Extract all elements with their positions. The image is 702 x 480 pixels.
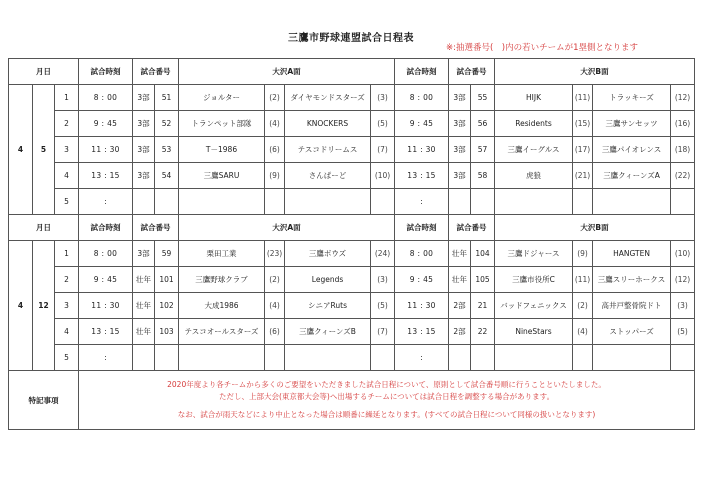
venue-b-team-2: ストッパーズ <box>593 319 671 345</box>
venue-b-seed-2: (16) <box>671 111 695 137</box>
venue-b-team-2: 三鷹クィーンズA <box>593 163 671 189</box>
venue-a-seed-2: (10) <box>371 163 395 189</box>
venue-b-game-no <box>471 189 495 215</box>
venue-a-league <box>133 345 155 371</box>
venue-a-team-1: トランペット部隊 <box>179 111 265 137</box>
venue-a-league: 3部 <box>133 241 155 267</box>
venue-b-seed-2: (22) <box>671 163 695 189</box>
venue-b-seed-2: (5) <box>671 319 695 345</box>
venue-a-game-no: 101 <box>155 267 179 293</box>
venue-a-seed-2: (7) <box>371 319 395 345</box>
venue-b-seed-1: (11) <box>573 267 593 293</box>
venue-a-time: 9 : 45 <box>79 267 133 293</box>
day-cell: 12 <box>33 241 55 371</box>
venue-a-seed-2: (5) <box>371 111 395 137</box>
venue-b-game-no: 56 <box>471 111 495 137</box>
header-venue-a: 大沢A面 <box>179 59 395 85</box>
venue-b-league: 3部 <box>449 111 471 137</box>
venue-b-team-1 <box>495 345 573 371</box>
table-row <box>9 345 695 371</box>
venue-b-seed-1: (15) <box>573 111 593 137</box>
venue-a-team-2: シニアRuts <box>285 293 371 319</box>
venue-b-league <box>449 345 471 371</box>
header-venue-a: 大沢A面 <box>179 215 395 241</box>
venue-a-team-2: 三鷹ボウズ <box>285 241 371 267</box>
table-row <box>9 137 695 163</box>
venue-a-league <box>133 189 155 215</box>
venue-a-game-no: 54 <box>155 163 179 189</box>
venue-a-team-2: さんぱーど <box>285 163 371 189</box>
venue-b-league: 3部 <box>449 85 471 111</box>
venue-a-seed-1: (9) <box>265 163 285 189</box>
venue-a-team-1: 三鷹野球クラブ <box>179 267 265 293</box>
venue-b-time: 8 : 00 <box>395 241 449 267</box>
venue-a-game-no <box>155 345 179 371</box>
header-game-no-a: 試合番号 <box>133 59 179 85</box>
slot-number: 3 <box>55 293 79 319</box>
venue-b-team-2 <box>593 189 671 215</box>
venue-b-team-2: 三鷹サンセッツ <box>593 111 671 137</box>
venue-b-seed-2: (12) <box>671 85 695 111</box>
venue-b-time: 13 : 15 <box>395 319 449 345</box>
venue-a-seed-1: (4) <box>265 293 285 319</box>
venue-b-team-1: Residents <box>495 111 573 137</box>
venue-a-seed-2 <box>371 345 395 371</box>
venue-b-seed-2: (18) <box>671 137 695 163</box>
venue-a-team-2: 三鷹クィーンズB <box>285 319 371 345</box>
venue-a-game-no: 103 <box>155 319 179 345</box>
venue-a-seed-1: (4) <box>265 111 285 137</box>
slot-number: 1 <box>55 85 79 111</box>
venue-a-time: 8 : 00 <box>79 241 133 267</box>
table-row <box>9 85 695 111</box>
venue-a-league: 壮年 <box>133 293 155 319</box>
venue-a-team-2: ダイヤモンドスターズ <box>285 85 371 111</box>
venue-b-time: 11 : 30 <box>395 137 449 163</box>
venue-b-team-1: 三鷹イーグルス <box>495 137 573 163</box>
venue-b-time: 8 : 00 <box>395 85 449 111</box>
venue-a-time: 13 : 15 <box>79 163 133 189</box>
venue-b-team-2 <box>593 345 671 371</box>
venue-a-team-1 <box>179 345 265 371</box>
venue-b-time: 9 : 45 <box>395 111 449 137</box>
venue-a-seed-1 <box>265 345 285 371</box>
venue-a-seed-2: (3) <box>371 267 395 293</box>
venue-b-game-no: 55 <box>471 85 495 111</box>
venue-a-team-2: Legends <box>285 267 371 293</box>
venue-b-time: : <box>395 345 449 371</box>
venue-a-seed-1: (2) <box>265 85 285 111</box>
venue-a-seed-1 <box>265 189 285 215</box>
venue-b-league: 壮年 <box>449 241 471 267</box>
venue-a-seed-2 <box>371 189 395 215</box>
venue-b-team-1: HIJK <box>495 85 573 111</box>
remark-line: なお、試合が雨天などにより中止となった場合は順番に繰延となります。(すべての試合日程について同様の扱いとなります) <box>177 410 596 419</box>
header-game-no-b: 試合番号 <box>449 59 495 85</box>
venue-b-game-no: 105 <box>471 267 495 293</box>
document-title: 三鷹市野球連盟試合日程表 <box>288 33 414 44</box>
venue-a-seed-2: (7) <box>371 137 395 163</box>
venue-a-team-2: KNOCKERS <box>285 111 371 137</box>
venue-b-league: 2部 <box>449 319 471 345</box>
venue-b-time: 9 : 45 <box>395 267 449 293</box>
table-row <box>9 319 695 345</box>
venue-a-time: 11 : 30 <box>79 137 133 163</box>
table-row <box>9 293 695 319</box>
venue-a-seed-2: (5) <box>371 293 395 319</box>
venue-b-game-no: 104 <box>471 241 495 267</box>
venue-b-seed-1 <box>573 345 593 371</box>
venue-b-game-no: 22 <box>471 319 495 345</box>
header-time-a: 試合時刻 <box>79 215 133 241</box>
slot-number: 1 <box>55 241 79 267</box>
venue-a-league: 3部 <box>133 163 155 189</box>
table-row <box>9 267 695 293</box>
venue-b-seed-1: (21) <box>573 163 593 189</box>
venue-b-team-1: 三鷹ドジャース <box>495 241 573 267</box>
venue-b-team-2: 高井戸整骨院ドト <box>593 293 671 319</box>
venue-b-seed-1: (2) <box>573 293 593 319</box>
venue-b-league: 3部 <box>449 163 471 189</box>
venue-a-league: 3部 <box>133 137 155 163</box>
venue-b-time: 13 : 15 <box>395 163 449 189</box>
venue-b-team-2: HANGTEN <box>593 241 671 267</box>
header-date: 月日 <box>9 59 79 85</box>
venue-b-team-1: 三鷹市役所C <box>495 267 573 293</box>
venue-b-team-2: トラッキーズ <box>593 85 671 111</box>
slot-number: 5 <box>55 189 79 215</box>
header-time-b: 試合時刻 <box>395 215 449 241</box>
venue-a-game-no: 59 <box>155 241 179 267</box>
venue-b-time: 11 : 30 <box>395 293 449 319</box>
slot-number: 4 <box>55 319 79 345</box>
month-cell: 4 <box>9 241 33 371</box>
draw-number-note: ※:抽選番号( )内の若いチームが1塁側となります <box>446 43 639 53</box>
venue-a-team-2 <box>285 189 371 215</box>
venue-a-league: 3部 <box>133 85 155 111</box>
venue-b-seed-1 <box>573 189 593 215</box>
venue-b-game-no: 57 <box>471 137 495 163</box>
remarks-label: 特記事項 <box>9 371 79 430</box>
venue-b-game-no: 58 <box>471 163 495 189</box>
header-time-b: 試合時刻 <box>395 59 449 85</box>
venue-b-team-1 <box>495 189 573 215</box>
venue-b-seed-2 <box>671 189 695 215</box>
venue-b-seed-1: (11) <box>573 85 593 111</box>
venue-b-seed-1: (9) <box>573 241 593 267</box>
venue-b-league <box>449 189 471 215</box>
venue-b-team-1: バッドフェニックス <box>495 293 573 319</box>
venue-b-team-1: NineStars <box>495 319 573 345</box>
venue-a-time: 8 : 00 <box>79 85 133 111</box>
venue-a-game-no: 52 <box>155 111 179 137</box>
header-venue-b: 大沢B面 <box>495 59 695 85</box>
day-cell: 5 <box>33 85 55 215</box>
slot-number: 5 <box>55 345 79 371</box>
table-row <box>9 189 695 215</box>
venue-b-seed-2 <box>671 345 695 371</box>
venue-a-team-2: テスコドリームス <box>285 137 371 163</box>
venue-a-league: 壮年 <box>133 267 155 293</box>
header-game-no-b: 試合番号 <box>449 215 495 241</box>
header-row <box>9 215 695 241</box>
venue-b-league: 3部 <box>449 137 471 163</box>
venue-a-game-no: 51 <box>155 85 179 111</box>
venue-a-seed-1: (23) <box>265 241 285 267</box>
slot-number: 3 <box>55 137 79 163</box>
header-row <box>9 59 695 85</box>
month-cell: 4 <box>9 85 33 215</box>
remarks-text <box>79 371 695 430</box>
venue-a-league: 3部 <box>133 111 155 137</box>
venue-a-team-1: 三鷹SARU <box>179 163 265 189</box>
venue-b-team-1: 虎狼 <box>495 163 573 189</box>
venue-a-game-no <box>155 189 179 215</box>
venue-a-team-1: 大成1986 <box>179 293 265 319</box>
header-game-no-a: 試合番号 <box>133 215 179 241</box>
slot-number: 4 <box>55 163 79 189</box>
table-row <box>9 241 695 267</box>
venue-a-seed-1: (6) <box>265 137 285 163</box>
venue-b-league: 壮年 <box>449 267 471 293</box>
venue-a-team-1 <box>179 189 265 215</box>
venue-a-team-1: T－1986 <box>179 137 265 163</box>
venue-b-team-2: 三鷹パイオレンス <box>593 137 671 163</box>
venue-b-seed-1: (17) <box>573 137 593 163</box>
venue-a-game-no: 53 <box>155 137 179 163</box>
venue-b-seed-1: (4) <box>573 319 593 345</box>
venue-a-league: 壮年 <box>133 319 155 345</box>
venue-b-game-no <box>471 345 495 371</box>
venue-a-seed-1: (6) <box>265 319 285 345</box>
venue-a-team-2 <box>285 345 371 371</box>
table-row <box>9 111 695 137</box>
slot-number: 2 <box>55 267 79 293</box>
venue-b-seed-2: (12) <box>671 267 695 293</box>
venue-b-seed-2: (10) <box>671 241 695 267</box>
venue-b-team-2: 三鷹スリーホークス <box>593 267 671 293</box>
venue-a-seed-2: (24) <box>371 241 395 267</box>
venue-a-game-no: 102 <box>155 293 179 319</box>
header-venue-b: 大沢B面 <box>495 215 695 241</box>
venue-b-league: 2部 <box>449 293 471 319</box>
remark-line: 2020年度より各チームから多くのご要望をいただきました試合日程について、原則として試合番号順に行うことといたしました。 <box>167 380 606 389</box>
venue-a-time: : <box>79 189 133 215</box>
venue-a-team-1: ジョルター <box>179 85 265 111</box>
header-date: 月日 <box>9 215 79 241</box>
venue-b-time: : <box>395 189 449 215</box>
venue-a-time: 13 : 15 <box>79 319 133 345</box>
venue-a-time: 11 : 30 <box>79 293 133 319</box>
venue-b-game-no: 21 <box>471 293 495 319</box>
venue-a-seed-1: (2) <box>265 267 285 293</box>
venue-b-seed-2: (3) <box>671 293 695 319</box>
remarks-row <box>9 371 695 430</box>
slot-number: 2 <box>55 111 79 137</box>
venue-a-team-1: 栗田工業 <box>179 241 265 267</box>
venue-a-time: 9 : 45 <box>79 111 133 137</box>
venue-a-time: : <box>79 345 133 371</box>
header-time-a: 試合時刻 <box>79 59 133 85</box>
schedule-table <box>8 58 695 430</box>
venue-a-team-1: テスコオールスターズ <box>179 319 265 345</box>
remark-line: ただし、上部大会(東京都大会等)へ出場するチームについては試合日程を調整する場合があります。 <box>218 392 555 401</box>
venue-a-seed-2: (3) <box>371 85 395 111</box>
table-row <box>9 163 695 189</box>
